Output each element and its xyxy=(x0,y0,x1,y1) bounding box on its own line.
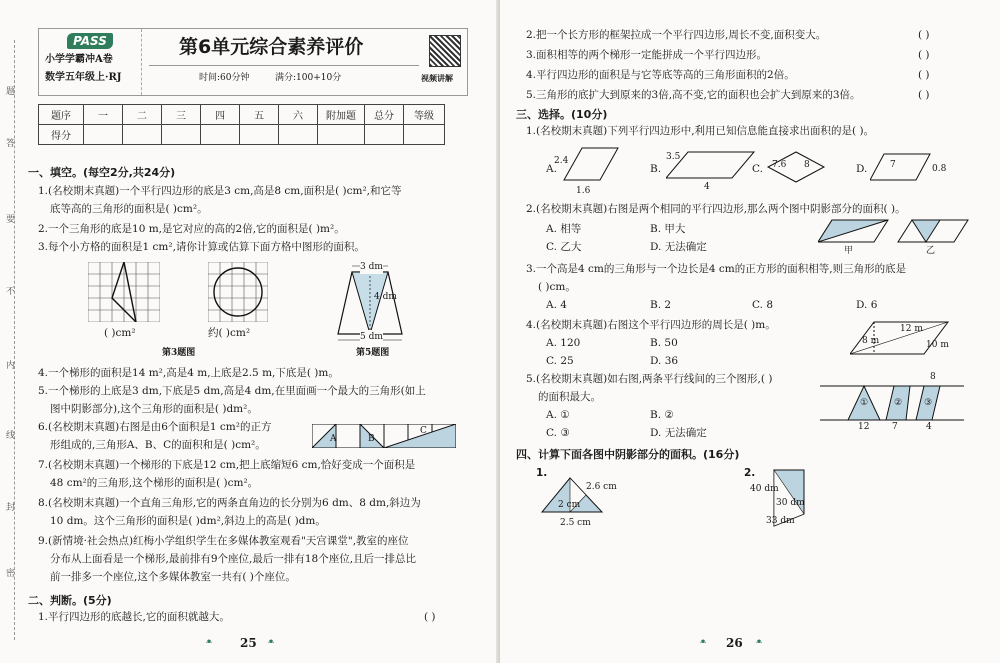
qr-code-icon[interactable] xyxy=(429,35,461,67)
series-name: 小学学霸冲A卷 xyxy=(45,54,113,65)
fill-q1-line1: 1.(名校期末真题)一个平行四边形的底是3 cm,高是8 cm,面积是( )cm²,和它等 xyxy=(38,185,402,197)
side-label: 封 xyxy=(6,503,16,513)
opt-b-num: 3.5 xyxy=(666,152,681,162)
fig1-answer: ( )cm² xyxy=(104,327,136,339)
trap-top-label: 3 dm xyxy=(360,262,383,272)
choice-q3-option-a[interactable]: A. 4 xyxy=(546,299,567,311)
fig5-caption: 第5题图 xyxy=(356,348,390,358)
pass-logo: PASS xyxy=(67,33,113,49)
plant-icon: ᵜ xyxy=(206,636,213,650)
score-col-header: 总分 xyxy=(365,105,404,125)
page-title: 第6单元综合素养评价 xyxy=(179,36,364,58)
choice-q3-option-c[interactable]: C. 8 xyxy=(752,299,774,311)
choice-q2-option-b[interactable]: B. 甲大 xyxy=(650,223,686,235)
fig-label-2: ② xyxy=(894,398,903,408)
judge-q2: 2.把一个长方形的框架拉成一个平行四边形,周长不变,面积变大。 xyxy=(526,29,827,41)
label-yi: 乙 xyxy=(926,246,936,256)
judge-q2-paren[interactable]: ( ) xyxy=(918,29,930,41)
choice-q4: 4.(名校期末真题)右图这个平行四边形的周长是( )m。 xyxy=(526,319,776,331)
fill-q6-line1: 6.(名校期末真题)右图是由6个面积是1 cm²的正方 xyxy=(38,421,272,433)
fig-label-7: 7 xyxy=(892,422,898,432)
choice-q1-option-d[interactable]: D. xyxy=(856,163,868,175)
score-col-header: 题序 xyxy=(39,105,84,125)
choice-q2-option-c[interactable]: C. 乙大 xyxy=(546,241,582,253)
square-label-b: B xyxy=(368,434,375,444)
page-number: 25 xyxy=(240,636,257,650)
tri-label-26: 2.6 cm xyxy=(586,482,617,492)
grid-figure-1 xyxy=(88,262,160,322)
choice-q1-option-a[interactable]: A. xyxy=(546,163,557,175)
trap-label-40: 40 dm xyxy=(750,484,779,494)
page-number: 26 xyxy=(726,636,743,650)
fill-q8-line1: 8.(名校期末真题)一个直角三角形,它的两条直角边的长分别为6 dm、8 dm,斜边为 xyxy=(38,497,421,509)
choice-q5-line1: 5.(名校期末真题)如右图,两条平行线间的三个图形,( ) xyxy=(526,373,773,385)
score-row-label: 得分 xyxy=(39,125,84,145)
score-col-header: 附加题 xyxy=(318,105,365,125)
choice-q2-option-a[interactable]: A. 相等 xyxy=(546,223,582,235)
score-col-header: 四 xyxy=(201,105,240,125)
trap-label-30: 30 dm xyxy=(776,498,805,508)
score-table-score-row xyxy=(39,125,445,145)
choice-q5-option-c[interactable]: C. ③ xyxy=(546,427,570,439)
fill-q3: 3.每个小方格的面积是1 cm²,请你计算或估算下面方格中图形的面积。 xyxy=(38,241,365,253)
score-table-header-row xyxy=(39,105,445,125)
choice-q2-option-d[interactable]: D. 无法确定 xyxy=(650,241,707,253)
perimeter-label-10: 10 m xyxy=(926,340,949,350)
opt-d-num: 7 xyxy=(890,160,896,170)
score-col-header: 六 xyxy=(279,105,318,125)
judge-q5: 5.三角形的底扩大到原来的3倍,高不变,它的面积也会扩大到原来的3倍。 xyxy=(526,89,861,101)
choice-q2: 2.(名校期末真题)右图是两个相同的平行四边形,那么两个图中阴影部分的面积( )。 xyxy=(526,203,906,215)
choice-q5-option-b[interactable]: B. ② xyxy=(650,409,674,421)
fig-label-8: 8 xyxy=(930,372,936,382)
side-label: 内 xyxy=(6,361,16,371)
choice-q3-line2: ( )cm。 xyxy=(538,281,576,293)
choice-q4-option-b[interactable]: B. 50 xyxy=(650,337,678,349)
fig-label-3: ③ xyxy=(924,398,933,408)
fill-q6-line2: 形组成的,三角形A、B、C的面积和是( )cm²。 xyxy=(50,439,266,451)
parallelogram-d xyxy=(870,150,932,184)
fig-label-12: 12 xyxy=(858,422,870,432)
score-cell[interactable] xyxy=(162,125,201,145)
calc-fig-2-number: 2. xyxy=(744,467,756,479)
opt-a-num: 1.6 xyxy=(576,186,591,196)
side-label: 要 xyxy=(6,215,16,225)
fig-label-4: 4 xyxy=(926,422,932,432)
trap-label-33: 33 dm xyxy=(766,516,795,526)
header-brand-box xyxy=(39,29,142,95)
score-cell[interactable] xyxy=(404,125,445,145)
section-1-title: 一、填空。(每空2分,共24分) xyxy=(28,166,176,179)
judge-q1: 1.平行四边形的底越长,它的面积就越大。 xyxy=(38,611,230,623)
score-cell[interactable] xyxy=(318,125,365,145)
choice-q1-option-b[interactable]: B. xyxy=(650,163,662,175)
perimeter-label-12: 12 m xyxy=(900,324,923,334)
choice-q5-option-d[interactable]: D. 无法确定 xyxy=(650,427,707,439)
score-col-header: 五 xyxy=(240,105,279,125)
fill-q8-line2: 10 dm。这个三角形的面积是( )dm²,斜边上的高是( )dm。 xyxy=(50,515,326,527)
square-label-c: C xyxy=(420,426,427,436)
exam-full-score: 满分:100+10分 xyxy=(275,73,342,83)
exam-time: 时间:60分钟 xyxy=(199,73,250,83)
trap-height-label: 4 dm xyxy=(374,292,397,302)
plant-icon: ᵜ xyxy=(756,636,763,650)
score-cell[interactable] xyxy=(84,125,123,145)
qr-label: 视频讲解 xyxy=(421,73,453,83)
fig-label-1: ① xyxy=(860,398,869,408)
fill-q7-line1: 7.(名校期末真题)一个梯形的下底是12 cm,把上底缩短6 cm,恰好变成一个面积是 xyxy=(38,459,416,471)
right-page xyxy=(500,0,1000,663)
parallelogram-a xyxy=(562,144,620,186)
choice-q4-option-c[interactable]: C. 25 xyxy=(546,355,574,367)
choice-q3-option-b[interactable]: B. 2 xyxy=(650,299,672,311)
section-3-title: 三、选择。(10分) xyxy=(516,108,608,121)
opt-c-num: 8 xyxy=(804,160,810,170)
side-label: 答 xyxy=(6,139,16,149)
exam-header xyxy=(38,28,468,96)
score-cell[interactable] xyxy=(279,125,318,145)
fill-q5-line1: 5.一个梯形的上底是3 dm,下底是5 dm,高是4 dm,在里面画一个最大的三角形(如上 xyxy=(38,385,426,397)
choice-q5-line2: 的面积最大。 xyxy=(538,391,601,403)
opt-c-num: 7.6 xyxy=(772,160,787,170)
calc-fig-1-number: 1. xyxy=(536,467,548,479)
score-col-header: 等级 xyxy=(404,105,445,125)
section-4-title: 四、计算下面各图中阴影部分的面积。(16分) xyxy=(516,448,740,461)
fill-q9-line1: 9.(新情境·社会热点)红梅小学组织学生在多媒体教室观看"天宫课堂",教室的座位 xyxy=(38,535,409,547)
judge-q4-paren[interactable]: ( ) xyxy=(918,69,930,81)
choice-q3-line1: 3.一个高是4 cm的三角形与一个边长是4 cm的正方形的面积相等,则三角形的底是 xyxy=(526,263,907,275)
side-label: 题 xyxy=(6,87,16,97)
plant-icon: ᵜ xyxy=(268,636,275,650)
side-label: 密 xyxy=(6,569,16,579)
choice-q1: 1.(名校期末真题)下列平行四边形中,利用已知信息能直接求出面积的是( )。 xyxy=(526,125,875,137)
binding-line xyxy=(14,40,15,640)
side-label: 线 xyxy=(6,431,16,441)
fill-q5-line2: 图中阴影部分),这个三角形的面积是( )dm²。 xyxy=(50,403,258,415)
trap-bottom-label: 5 dm xyxy=(360,332,383,342)
score-table xyxy=(38,104,445,145)
score-col-header: 一 xyxy=(84,105,123,125)
grade-label: 数学五年级上·RJ xyxy=(45,72,122,83)
perimeter-label-8: 8 m xyxy=(862,336,880,346)
fig3-caption: 第3题图 xyxy=(162,348,196,358)
judge-q4: 4.平行四边形的面积是与它等底等高的三角形面积的2倍。 xyxy=(526,69,795,81)
choice-q1-option-c[interactable]: C. xyxy=(752,163,763,175)
grid-figure-2 xyxy=(208,262,268,322)
choice-q3-option-d[interactable]: D. 6 xyxy=(856,299,878,311)
fill-q1-line2: 底等高的三角形的面积是( )cm²。 xyxy=(50,203,208,215)
side-label: 不 xyxy=(6,287,16,297)
section-2-title: 二、判断。(5分) xyxy=(28,594,112,607)
judge-q5-paren[interactable]: ( ) xyxy=(918,89,930,101)
fill-q2: 2.一个三角形的底是10 m,是它对应的高的2倍,它的面积是( )m²。 xyxy=(38,223,345,235)
tri-label-25: 2.5 cm xyxy=(560,518,591,528)
fill-q9-line2: 分布从上面看是一个梯形,最前排有9个座位,最后一排有18个座位,且后一排总比 xyxy=(50,553,417,565)
title-rule xyxy=(149,65,419,66)
shaded-parallelograms-figure xyxy=(818,218,972,244)
score-col-header: 三 xyxy=(162,105,201,125)
opt-d-num: 0.8 xyxy=(932,164,947,174)
score-col-header: 二 xyxy=(123,105,162,125)
score-cell[interactable] xyxy=(201,125,240,145)
score-cell[interactable] xyxy=(240,125,279,145)
score-cell[interactable] xyxy=(365,125,404,145)
choice-q5-option-a[interactable]: A. ① xyxy=(546,409,570,421)
fill-q7-line2: 48 cm²的三角形,这个梯形的面积是( )cm²。 xyxy=(50,477,259,489)
judge-q3-paren[interactable]: ( ) xyxy=(918,49,930,61)
fill-q9-line3: 前一排多一个座位,这个多媒体教室一共有( )个座位。 xyxy=(50,571,296,583)
tri-label-2: 2 cm xyxy=(558,500,581,510)
fill-q4: 4.一个梯形的面积是14 m²,高是4 m,上底是2.5 m,下底是( )m。 xyxy=(38,367,339,379)
opt-a-num: 2.4 xyxy=(554,156,569,166)
opt-b-num: 4 xyxy=(704,182,710,192)
choice-q4-option-d[interactable]: D. 36 xyxy=(650,355,679,367)
plant-icon: ᵜ xyxy=(700,636,707,650)
score-cell[interactable] xyxy=(123,125,162,145)
choice-q4-option-a[interactable]: A. 120 xyxy=(546,337,581,349)
square-label-a: A xyxy=(330,434,337,444)
judge-q3: 3.面积相等的两个梯形一定能拼成一个平行四边形。 xyxy=(526,49,768,61)
label-jia: 甲 xyxy=(844,246,854,256)
fig2-answer: 约( )cm² xyxy=(208,327,251,339)
judge-q1-paren[interactable]: ( ) xyxy=(424,611,436,623)
